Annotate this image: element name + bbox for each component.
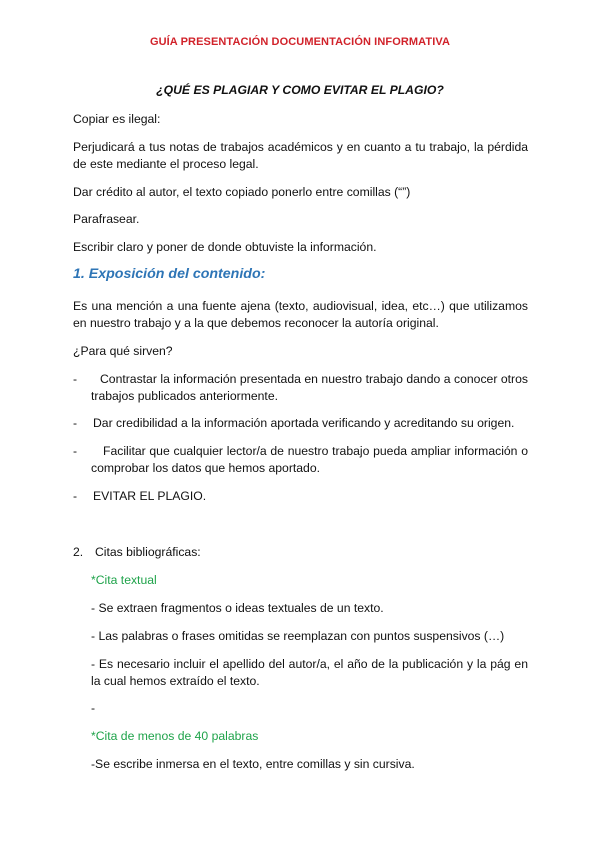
intro-perjudicara-line1: Perjudicará a tus notas de trabajos académicos y en cuanto a tu trabajo, la pérdida	[73, 140, 528, 154]
bullet-4-line1: EVITAR EL PLAGIO.	[93, 489, 207, 503]
intro-parafrasear: Parafrasear.	[73, 212, 140, 226]
section2-item-3-line2: la cual hemos extraído el texto.	[91, 674, 260, 688]
section2-item-1: - Se extraen fragmentos o ideas textuales de un texto.	[91, 601, 384, 615]
bullet-marker: -	[73, 489, 78, 503]
bullet-2-line1: Dar credibilidad a la información aportada verificando y acreditando su origen.	[93, 416, 515, 430]
section1-para-line1: Es una mención a una fuente ajena (texto, audiovisual, idea, etc…) que utilizamos	[73, 299, 528, 313]
bullet-3-line1: Facilitar que cualquier lector/a de nuestro trabajo pueda ampliar información o	[103, 444, 528, 458]
bullet-marker: -	[73, 416, 78, 430]
intro-dar-credito: Dar crédito al autor, el texto copiado ponerlo entre comillas (“”)	[73, 185, 411, 199]
section2-item-5: -Se escribe inmersa en el texto, entre comillas y sin cursiva.	[91, 757, 415, 771]
section1-para-line2: en nuestro trabajo y a la que debemos reconocer la autoría original.	[73, 316, 439, 330]
section2-item-4: -	[91, 701, 96, 715]
intro-copiar: Copiar es ilegal:	[73, 112, 161, 126]
intro-escribir: Escribir claro y poner de donde obtuviste la información.	[73, 240, 377, 254]
document-header: GUÍA PRESENTACIÓN DOCUMENTACIÓN INFORMATIVA	[149, 36, 451, 48]
section2-heading: Citas bibliográficas:	[95, 545, 201, 559]
section2-number: 2.	[73, 545, 84, 559]
cita-menos-40-label: *Cita de menos de 40 palabras	[91, 729, 259, 743]
bullet-marker: -	[73, 444, 78, 458]
section2-item-2: - Las palabras o frases omitidas se reemplazan con puntos suspensivos (…)	[91, 629, 505, 643]
bullet-marker: -	[73, 372, 78, 386]
section2-item-3-line1: - Es necesario incluir el apellido del autor/a, el año de la publicación y la pág en	[91, 657, 528, 671]
section1-heading: 1. Exposición del contenido:	[73, 266, 266, 282]
bullet-3-line2: comprobar los datos que hemos aportado.	[91, 461, 320, 475]
section1-question: ¿Para qué sirven?	[73, 344, 173, 358]
intro-perjudicara-line2: de este mediante el proceso legal.	[73, 157, 259, 171]
page-title: ¿QUÉ ES PLAGIAR Y COMO EVITAR EL PLAGIO?	[156, 83, 444, 97]
bullet-1-line2: trabajos publicados anteriormente.	[91, 389, 278, 403]
bullet-1-line1: Contrastar la información presentada en nuestro trabajo dando a conocer otros	[100, 372, 528, 386]
cita-textual-label: *Cita textual	[91, 573, 157, 587]
